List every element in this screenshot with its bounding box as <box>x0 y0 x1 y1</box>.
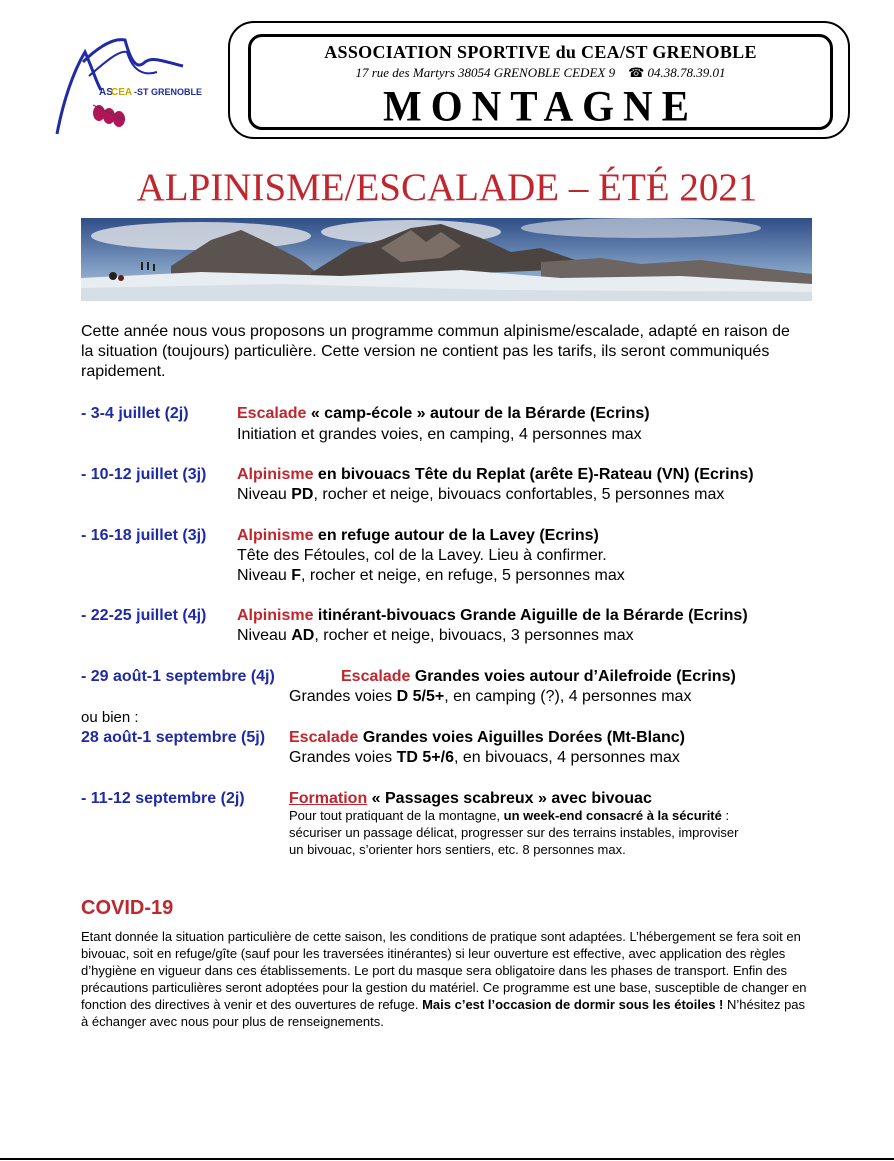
phone-number: 04.38.78.39.01 <box>647 65 726 80</box>
address-text: 17 rue des Martyrs 38054 GRENOBLE CEDEX 9 <box>355 65 616 80</box>
telephone-icon: ☎ <box>628 65 645 80</box>
ascea-logo <box>53 32 203 140</box>
mountain-panorama-image <box>81 218 812 301</box>
event-details: sécuriser un passage délicat, progresser sur des terrains instables, improviser <box>289 825 739 840</box>
event-title: Alpinisme en refuge autour de la Lavey (Ecrins) <box>237 527 599 544</box>
event-details: Niveau AD, rocher et neige, bivouacs, 3 personnes max <box>237 627 634 644</box>
association-name: ASSOCIATION SPORTIVE du CEA/ST GRENOBLE <box>324 42 757 62</box>
event-date: - 22-25 juillet (4j) <box>81 607 207 624</box>
event-title: Formation « Passages scabreux » avec bivouac <box>289 790 652 807</box>
covid-paragraph: Etant donnée la situation particulière de cette saison, les conditions de pratique sont adaptées. L’hébergement se fera soit en bivouac, soit en refuge/gîte (sauf pour les traversées itinérantes) si leur ouverture est effective, avec application des règles d’hygiène en vigueur dans ces établissements. Le port du masque sera obligatoire dans les phases de transport. Enfin des précautions particulières seront adoptées pour la gestion du matériel. Ce programme est une base, susceptible de changer en fonction des directives à venir et des ouvertures de refuge. Mais c’est l’occasion de dormir sous les étoiles ! N’hésitez pas à échanger avec nous pour plus de renseignements. <box>81 929 807 1029</box>
event-date: - 11-12 septembre (2j) <box>81 790 245 807</box>
event-date: - 29 août-1 septembre (4j) <box>81 668 275 685</box>
event-date: - 16-18 juillet (3j) <box>81 527 207 544</box>
alternative-label: ou bien : <box>81 709 139 726</box>
event-details: Niveau PD, rocher et neige, bivouacs confortables, 5 personnes max <box>237 486 725 503</box>
event-title: Escalade Grandes voies autour d’Ailefroide (Ecrins) <box>341 668 736 685</box>
logo-text: AS <box>99 87 113 98</box>
logo-text-city: -ST GRENOBLE <box>134 87 203 97</box>
page-title: ALPINISME/ESCALADE – ÉTÉ 2021 <box>136 166 758 209</box>
event-details: Grandes voies D 5/5+, en camping (?), 4 personnes max <box>289 688 692 705</box>
event-details: Initiation et grandes voies, en camping, 4 personnes max <box>237 426 642 443</box>
intro-paragraph: Cette année nous vous proposons un programme commun alpinisme/escalade, adapté en raison de la situation (toujours) particulière. Cette version ne contient pas les tarifs, ils seront communiqués rapidement. <box>81 323 790 380</box>
event-details: Tête des Fétoules, col de la Lavey. Lieu à confirmer. <box>237 547 607 564</box>
event-title: Alpinisme en bivouacs Tête du Replat (arête E)-Rateau (VN) (Ecrins) <box>237 466 754 483</box>
covid-heading: COVID-19 <box>81 897 174 919</box>
event-title: Escalade « camp-école » autour de la Bérarde (Ecrins) <box>237 405 650 422</box>
page-bottom-rule <box>0 1158 894 1160</box>
event-title: Escalade Grandes voies Aiguilles Dorées (Mt-Blanc) <box>289 729 685 746</box>
association-address <box>248 65 833 81</box>
event-title: Alpinisme itinérant-bivouacs Grande Aiguille de la Bérarde (Ecrins) <box>237 607 748 624</box>
event-details: un bivouac, s’orienter hors sentiers, etc. 8 personnes max. <box>289 842 626 857</box>
event-details: Niveau F, rocher et neige, en refuge, 5 personnes max <box>237 567 625 584</box>
logo-text-accent: CEA <box>111 87 133 98</box>
event-details: Pour tout pratiquant de la montagne, un week-end consacré à la sécurité : <box>289 808 730 823</box>
event-date: 28 août-1 septembre (5j) <box>81 729 266 746</box>
event-date: - 10-12 juillet (3j) <box>81 466 207 483</box>
section-name: MONTAGNE <box>383 81 698 131</box>
event-date: - 3-4 juillet (2j) <box>81 405 189 422</box>
event-details: Grandes voies TD 5+/6, en bivouacs, 4 personnes max <box>289 749 680 766</box>
